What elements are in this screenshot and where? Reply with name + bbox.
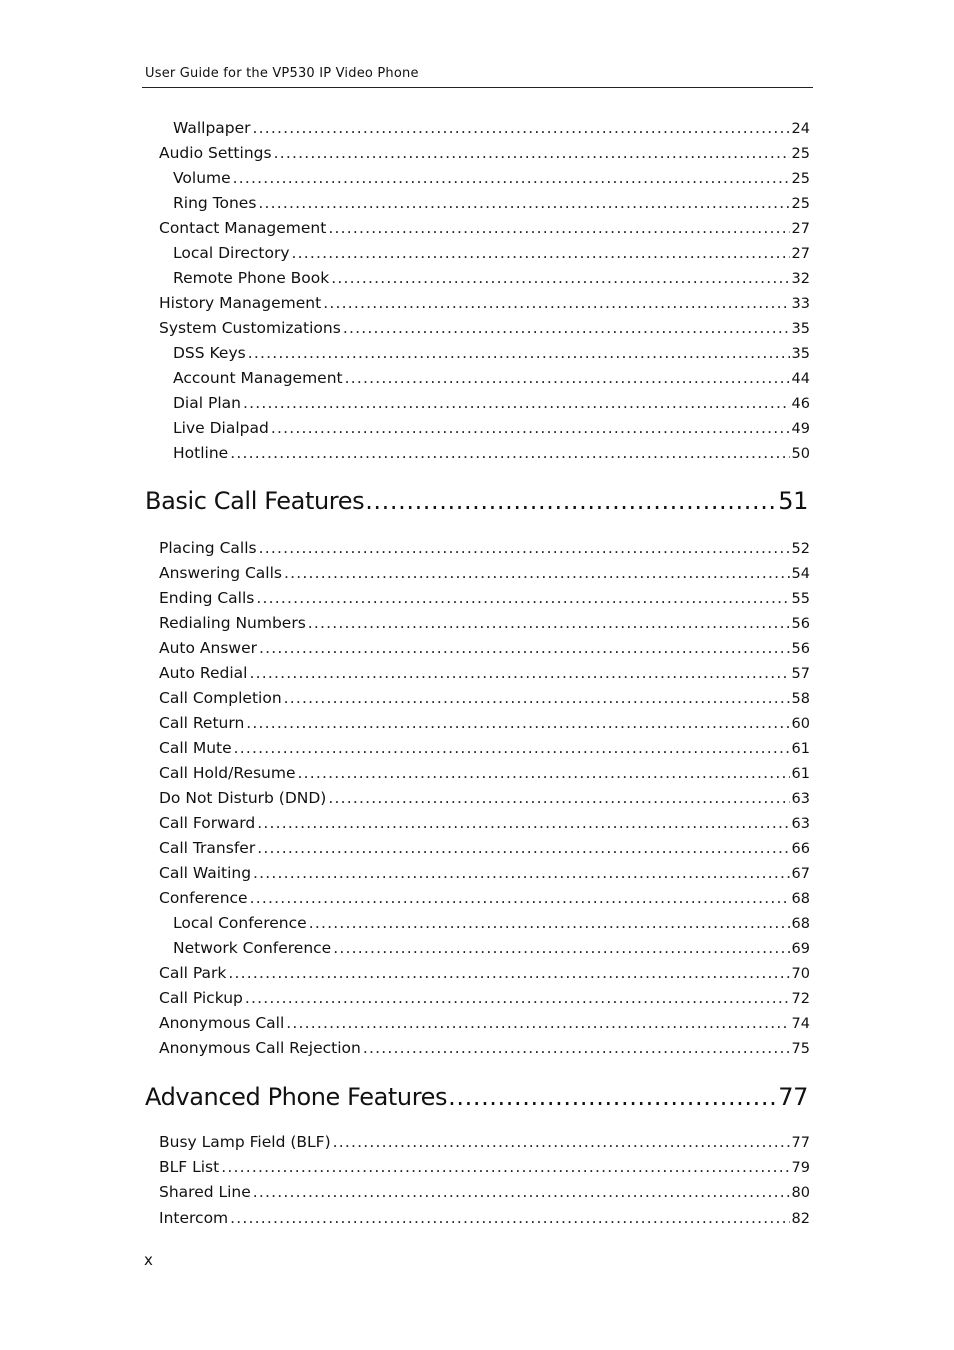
toc-entry-page: 24 <box>791 121 810 137</box>
toc-entry-page: 69 <box>791 940 810 957</box>
leader-dots <box>249 663 789 683</box>
toc-entry[interactable] <box>159 1132 810 1153</box>
toc-entry-page: 61 <box>791 740 810 757</box>
leader-dots <box>328 788 789 808</box>
toc-entry-title: Do Not Disturb (DND) <box>159 788 327 807</box>
toc-entry-title: Shared Line <box>159 1183 251 1202</box>
leader-dots <box>333 938 789 958</box>
toc-entry[interactable] <box>159 788 810 809</box>
leader-dots <box>271 418 790 438</box>
leader-dots <box>309 913 790 933</box>
toc-entry-page: 80 <box>791 1185 810 1202</box>
toc-entry-title: Call Completion <box>159 688 282 707</box>
toc-entry-title: Answering Calls <box>159 563 282 582</box>
toc-entry-page: 54 <box>791 565 810 582</box>
toc-entry[interactable] <box>173 118 810 139</box>
toc-entry[interactable] <box>159 663 810 684</box>
leader-dots <box>259 538 790 558</box>
toc-entry-title: Redialing Numbers <box>159 613 306 632</box>
toc-entry-title: Local Conference <box>173 913 307 932</box>
toc-entry-title: Busy Lamp Field (BLF) <box>159 1133 331 1151</box>
toc-entry-page: 75 <box>791 1040 810 1057</box>
toc-entry-title: DSS Keys <box>173 344 246 362</box>
toc-entry-title: Call Waiting <box>159 863 252 882</box>
toc-entry[interactable] <box>159 293 810 314</box>
leader-dots <box>284 563 790 583</box>
toc-entry-page: 33 <box>791 296 810 312</box>
toc-entry-title: Remote Phone Book <box>173 269 330 287</box>
toc-entry[interactable] <box>159 588 810 609</box>
toc-entry-title: Call Hold/Resume <box>159 763 296 782</box>
toc-entry-title: Volume <box>173 169 231 187</box>
toc-entry[interactable] <box>159 1182 810 1203</box>
toc-entry-title: Call Mute <box>159 738 232 757</box>
toc-entry-title: BLF List <box>159 1158 220 1177</box>
toc-entry[interactable] <box>159 563 810 584</box>
toc-entry-page: 74 <box>791 1015 810 1032</box>
leader-dots <box>363 1038 790 1058</box>
leader-dots <box>331 268 789 288</box>
toc-entry-page: 25 <box>791 171 810 187</box>
toc-entry-page: 32 <box>791 271 810 287</box>
leader-dots <box>343 318 790 338</box>
toc-entry-page: 46 <box>791 396 810 412</box>
leader-dots <box>257 838 789 858</box>
leader-dots <box>345 368 790 388</box>
leader-dots <box>333 1132 790 1152</box>
toc-entry-title: Audio Settings <box>159 144 272 162</box>
chapter-title: Basic Call Features <box>145 487 365 515</box>
toc-entry-title: Placing Calls <box>159 539 257 557</box>
toc-entry-page: 79 <box>791 1160 810 1177</box>
toc-entry[interactable] <box>159 738 810 759</box>
toc-entry-page: 60 <box>791 715 810 732</box>
toc-entry-title: Local Directory <box>173 244 290 262</box>
toc-entry-page: 56 <box>791 640 810 657</box>
toc-entry-title: Call Transfer <box>159 838 256 857</box>
toc-entry[interactable] <box>159 1038 810 1059</box>
toc-entry[interactable] <box>159 813 810 834</box>
toc-entry-page: 50 <box>791 446 810 462</box>
toc-entry-page: 52 <box>791 541 810 557</box>
toc-entry-page: 68 <box>791 915 810 932</box>
leader-dots <box>365 486 777 516</box>
leader-dots <box>243 393 790 413</box>
toc-entry-page: 70 <box>791 965 810 982</box>
toc-entry-title: Call Return <box>159 713 245 732</box>
toc-entry[interactable] <box>159 143 810 164</box>
toc-entry[interactable] <box>159 688 810 709</box>
toc-entry-title: Auto Answer <box>159 638 258 657</box>
toc-entry[interactable] <box>173 193 810 214</box>
toc-entry-page: 57 <box>791 665 810 682</box>
header-divider <box>142 87 813 88</box>
toc-entry-title: Account Management <box>173 369 343 387</box>
chapter-page: 77 <box>778 1083 808 1111</box>
toc-entry-page: 77 <box>791 1135 810 1151</box>
leader-dots <box>328 218 789 238</box>
leader-dots <box>258 193 789 213</box>
toc-entry-title: Call Park <box>159 963 227 982</box>
toc-entry[interactable] <box>173 443 810 464</box>
leader-dots <box>246 713 789 733</box>
toc-entry[interactable] <box>173 168 810 189</box>
leader-dots <box>274 143 790 163</box>
leader-dots <box>286 1013 789 1033</box>
toc-entry-page: 27 <box>791 221 810 237</box>
toc-entry[interactable] <box>159 988 810 1009</box>
leader-dots <box>292 243 790 263</box>
toc-entry-page: 58 <box>791 690 810 707</box>
toc-entry[interactable] <box>159 1208 810 1229</box>
leader-dots <box>253 863 790 883</box>
toc-entry-page: 27 <box>791 246 810 262</box>
leader-dots <box>250 888 790 908</box>
toc-entry[interactable] <box>159 888 810 909</box>
toc-entry-page: 25 <box>791 146 810 162</box>
toc-entry[interactable] <box>159 763 810 784</box>
leader-dots <box>228 963 789 983</box>
toc-entry-title: System Customizations <box>159 319 341 337</box>
toc-entry[interactable] <box>173 368 810 389</box>
toc-entry-title: Anonymous Call Rejection <box>159 1038 361 1057</box>
toc-entry[interactable] <box>173 938 810 959</box>
leader-dots <box>323 293 789 313</box>
toc-entry-page: 56 <box>791 615 810 632</box>
leader-dots <box>233 168 790 188</box>
toc-entry[interactable] <box>173 268 810 289</box>
toc-entry-page: 66 <box>791 840 810 857</box>
toc-entry[interactable] <box>173 418 810 439</box>
toc-entry[interactable] <box>159 218 810 239</box>
leader-dots <box>256 588 789 608</box>
toc-entry[interactable] <box>173 243 810 264</box>
toc-entry-page: 82 <box>791 1210 810 1227</box>
toc-entry-title: Call Forward <box>159 813 256 832</box>
toc-entry-page: 63 <box>791 790 810 807</box>
toc-entry[interactable] <box>159 1013 810 1034</box>
chapter-advanced-phone-features[interactable] <box>145 1082 808 1112</box>
toc-entry-title: Ending Calls <box>159 588 255 607</box>
toc-entry-title: Auto Redial <box>159 663 248 682</box>
toc-entry[interactable] <box>173 913 810 934</box>
chapter-title: Advanced Phone Features <box>145 1083 448 1111</box>
running-header: User Guide for the VP530 IP Video Phone <box>145 66 419 81</box>
toc-entry[interactable] <box>159 838 810 859</box>
leader-dots <box>221 1157 789 1177</box>
toc-entry[interactable] <box>159 713 810 734</box>
toc-entry-title: Network Conference <box>173 938 332 957</box>
leader-dots <box>245 988 790 1008</box>
toc-entry-page: 25 <box>791 196 810 212</box>
toc-entry-page: 68 <box>791 890 810 907</box>
leader-dots <box>448 1082 777 1112</box>
toc-entry-page: 49 <box>791 421 810 437</box>
toc-entry[interactable] <box>159 613 810 634</box>
leader-dots <box>253 1182 790 1202</box>
toc-entry[interactable] <box>159 538 810 559</box>
toc-entry-page: 67 <box>791 865 810 882</box>
toc-entry-page: 55 <box>791 590 810 607</box>
leader-dots <box>284 688 790 708</box>
toc-entry-title: Conference <box>159 888 248 907</box>
toc-entry[interactable] <box>159 863 810 884</box>
toc-entry-title: Anonymous Call <box>159 1013 285 1032</box>
leader-dots <box>298 763 790 783</box>
toc-entry-title: History Management <box>159 294 322 312</box>
toc-entry[interactable] <box>159 638 810 659</box>
toc-entry[interactable] <box>173 343 810 364</box>
toc-entry-title: Wallpaper <box>173 119 251 137</box>
toc-entry-page: 44 <box>791 371 810 387</box>
toc-entry[interactable] <box>173 393 810 414</box>
toc-entry-title: Intercom <box>159 1208 229 1227</box>
toc-entry-title: Call Pickup <box>159 988 243 1007</box>
toc-entry-title: Hotline <box>173 444 229 462</box>
toc-entry-title: Ring Tones <box>173 194 257 212</box>
toc-entry-title: Contact Management <box>159 219 327 237</box>
toc-entry-title: Dial Plan <box>173 394 241 412</box>
toc-entry[interactable] <box>159 318 810 339</box>
leader-dots <box>257 813 789 833</box>
leader-dots <box>248 343 790 363</box>
leader-dots <box>230 1208 789 1228</box>
leader-dots <box>253 118 790 138</box>
toc-entry-page: 61 <box>791 765 810 782</box>
leader-dots <box>230 443 789 463</box>
toc-entry-page: 63 <box>791 815 810 832</box>
toc-entry-title: Live Dialpad <box>173 419 269 437</box>
toc-entry-page: 35 <box>791 321 810 337</box>
leader-dots <box>308 613 790 633</box>
page-number: x <box>144 1251 153 1269</box>
toc-entry[interactable] <box>159 1157 810 1178</box>
toc-entry-page: 35 <box>791 346 810 362</box>
toc-entry[interactable] <box>159 963 810 984</box>
toc-entry-page: 72 <box>791 990 810 1007</box>
leader-dots <box>259 638 790 658</box>
chapter-basic-call-features[interactable] <box>145 486 808 516</box>
chapter-page: 51 <box>778 487 808 515</box>
leader-dots <box>234 738 790 758</box>
